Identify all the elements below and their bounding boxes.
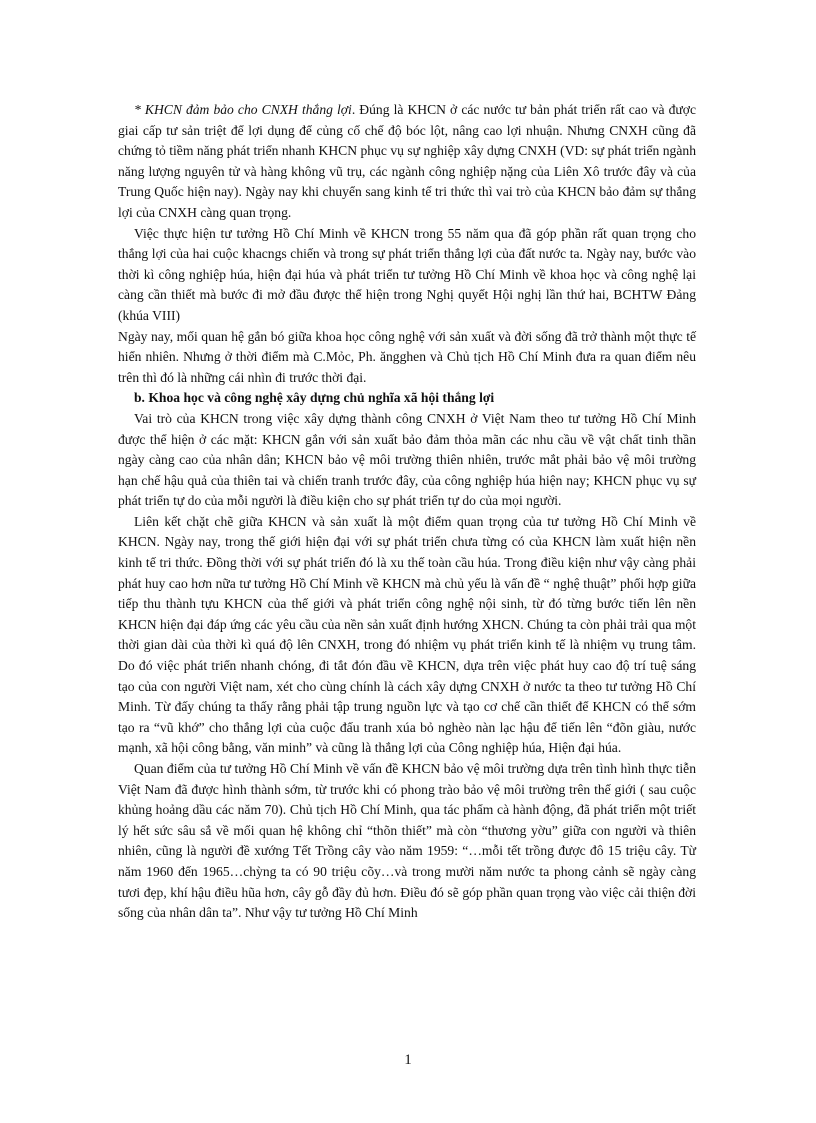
paragraph-1-text: . Đúng là KHCN ở các nước tư bản phát triển rất cao và được giai cấp tư sản triệt để lợi dụng để củng cố chế độ bóc lột, nâng cao lợi nhuận. Nhưng CNXH cũng đã chứng tỏ tiềm năng phát triển nhanh KHCN phục vụ sự nghiệp xây dựng CNXH (VD: sự phát triển ngành năng lượng nguyên tử và hàng không vũ trụ, các ngành công nghiệp nặng của Liên Xô trước đây và của Trung Quốc hiện nay). Ngày nay khi chuyển sang kinh tế tri thức thì vai trò của KHCN bảo đảm sự thắng lợi của CNXH càng quan trọng. [118, 102, 696, 220]
paragraph-3: Ngày nay, mối quan hệ gắn bó giữa khoa học công nghệ với sản xuất và đời sống đã trở thành một thực tế hiển nhiên. Nhưng ở thời điểm mà C.Mỏc, Ph. ăngghen và Chủ tịch Hồ Chí Minh đưa ra quan điểm nêu trên thì đó là những cái nhìn đi trước thời đại. [118, 328, 696, 385]
page-number: 1 [404, 1052, 412, 1068]
paragraph-4: Vai trò của KHCN trong việc xây dựng thành công CNXH ở Việt Nam theo tư tưởng Hồ Chí Minh được thể hiện ở các mặt: KHCN gắn với sản xuất bảo đảm thỏa mãn các nhu cầu về vật chất tinh thần ngày càng cao của nhân dân; KHCN bảo vệ môi trường thiên nhiên, trước mắt phải bảo vệ môi trường hạn chế hậu quả của thiên tai và chiến tranh trước đây, của công nghiệp húa hiện nay; KHCN phục vụ sự phát triển tự do của mỗi người là điều kiện cho sự phát triển tự do của mọi người. [118, 410, 696, 509]
paragraph-6: Quan điểm của tư tưởng Hồ Chí Minh về vấn đề KHCN bảo vệ môi trường dựa trên tình hình thực tiễn Việt Nam đã được hình thành sớm, từ trước khi có phong trào bảo vệ môi trường trên thế giới ( sau cuộc khủng hoảng dầu các năm 70). Chủ tịch Hồ Chí Minh, qua tác phẩm cà hành động, đã phát triển một triết lý hết sức sâu sắ về mối quan hệ không chỉ “thõn thiết” mà còn “thương yờu” giữa con người và thiên nhiên, cũng là người đề xướng Tết Trồng cây vào năm 1959: “…mỗi tết trồng được đô 15 triệu cây. Từ năm 1960 đến 1965…chỳng ta có 90 triệu cõy…và trong mười năm nước ta phong cảnh sẽ ngày càng tươi đẹp, khí hậu điều hũa hơn, cây gỗ đầy đủ hơn. Điều đó sẽ góp phần quan trọng vào việc cải thiện đời sống của nhân dân ta”. Như vậy tư tưởng Hồ Chí Minh [118, 761, 696, 921]
section-heading: b. Khoa học và công nghệ xây dựng chủ nghĩa xã hội thắng lợi [134, 390, 495, 406]
document-body [118, 100, 696, 924]
paragraph-5: Liên kết chặt chẽ giữa KHCN và sản xuất là một điểm quan trọng của tư tưởng Hồ Chí Minh về KHCN. Ngày nay, trong thế giới hiện đại với sự phát triển chưa từng có của KHCN làm xuất hiện nền kinh tế tri thức. Đồng thời với sự phát triển đó là xu thế toàn cầu húa. Trong điều kiện như vậy càng phải phát huy cao hơn nữa tư tưởng Hồ Chí Minh về KHCN mà chủ yếu là vấn đề “ nghệ thuật” phối hợp giữa tiếp thu thành tựu KHCN của thế giới và phát triển công nghệ nội sinh, từ đó từng bước tiến lên nền KHCN hiện đại đáp ứng các yêu cầu của nền sản xuất định hướng XHCN. Chúng ta còn phải trải qua một thời gian dài của thời kì quá độ lên CNXH, trong đó nhiệm vụ phát triển kinh tế là nhiệm vụ trung tâm. Do đó việc phát triển nhanh chóng, đi tắt đón đầu về KHCN, dựa trên việc phát huy cao độ trí tuệ sáng tạo của con người Việt nam, xét cho cùng chính là cách xây dựng CNXH ở nước ta theo tư tưởng Hồ Chí Minh. Từ đấy chúng ta thấy rằng phải tập trung nguồn lực và tạo cơ chế cần thiết để KHCN có thể sớm tạo ra “vũ khớ” cho thắng lợi của cuộc đấu tranh xúa bỏ nghèo nàn lạc hậu để tiến lên “đõn giàu, nước mạnh, xã hội công bằng, văn minh” và cũng là thắng lợi của Công nghiệp húa, Hiện đại húa. [118, 513, 696, 756]
paragraph-2: Việc thực hiện tư tưởng Hồ Chí Minh về KHCN trong 55 năm qua đã góp phần rất quan trọng cho thắng lợi của hai cuộc khacngs chiến và trong sự phát triển thắng lợi của đất nước ta. Ngày nay, bước vào thời kì công nghiệp húa, hiện đại húa và phát triển tư tưởng Hồ Chí Minh về khoa học và công nghệ lại càng cần thiết mà bước đi mở đầu được thể hiện trong Nghị quyết Hội nghị lần thứ hai, BCHTW Đảng (khúa VIII) [118, 225, 696, 323]
paragraph-1 [118, 100, 696, 224]
paragraph-1-italic-lead: * KHCN đảm bảo cho CNXH thắng lợi [134, 102, 352, 117]
